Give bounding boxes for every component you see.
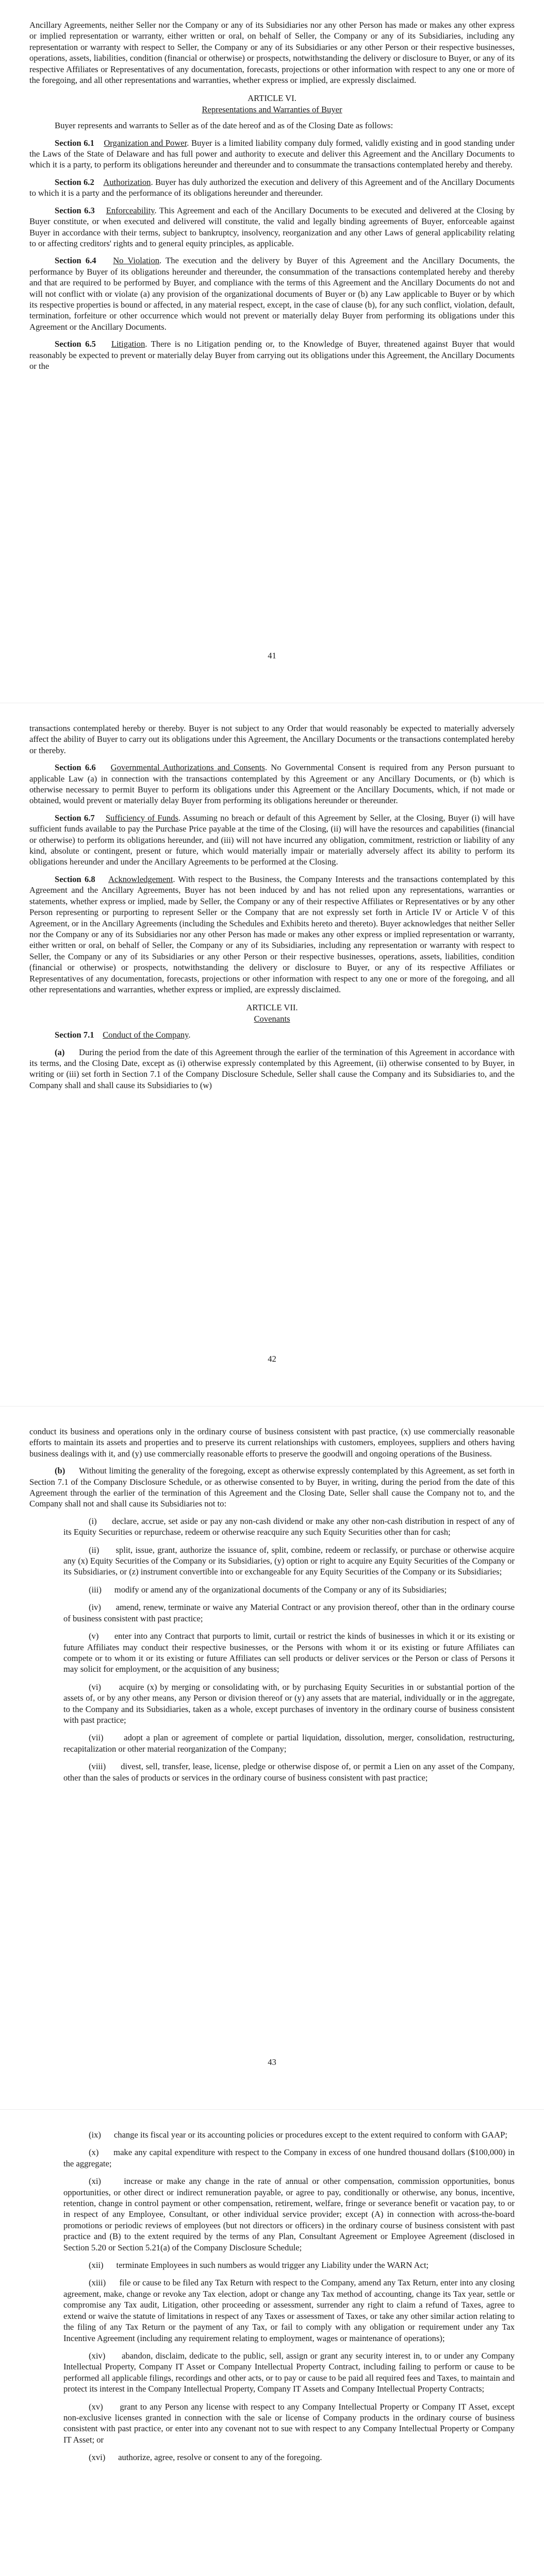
subclause-paragraph bbox=[29, 1761, 515, 1783]
page-number: 42 bbox=[268, 1354, 276, 1364]
clause-text: split, issue, grant, authorize the issuance of, split, combine, redeem or reclassify, or purchase or otherwise acquire any (x) Equity Securities of the Company or its Subsidiaries, (y) option or right to acquire any Equity Securities of the Company or its Subsidiaries, or (z) instrument convertible into or exchangeable for any Equity Securities of the Company or its Subsidiaries; bbox=[63, 1545, 515, 1577]
subclause-paragraph bbox=[29, 1584, 515, 1595]
section-number: Section 6.8 bbox=[55, 874, 95, 884]
clause-label: (i) bbox=[89, 1516, 97, 1526]
body-paragraph: transactions contemplated hereby or thereby. Buyer is not subject to any Order that would reasonably be expected to materially adversely affect the ability of Buyer to carry out its obligations under this Agreement, the Ancillary Documents or the transactions contemplated hereby or thereby. bbox=[29, 723, 515, 755]
clause-text: make any capital expenditure with respect to the Company in excess of one hundred thousand dollars ($100,000) in the aggregate; bbox=[63, 2147, 515, 2168]
section-number: Section 6.3 bbox=[55, 205, 95, 215]
section-text: . bbox=[188, 1030, 191, 1040]
clause-text: authorize, agree, resolve or consent to any of the foregoing. bbox=[118, 2452, 322, 2463]
subclause-paragraph bbox=[29, 2129, 515, 2140]
section-number: Section 6.7 bbox=[55, 812, 95, 823]
section-number: Section 6.6 bbox=[55, 762, 96, 773]
section-title: Sufficiency of Funds bbox=[105, 812, 179, 823]
section-paragraph bbox=[29, 255, 515, 332]
clause-paragraph bbox=[29, 1465, 515, 1510]
clause-text: terminate Employees in such numbers as would trigger any Liability under the WARN Act; bbox=[116, 2260, 429, 2270]
section-number: Section 7.1 bbox=[55, 1030, 94, 1040]
article-number: ARTICLE VII. bbox=[246, 1003, 298, 1013]
subclause-paragraph bbox=[29, 2452, 515, 2463]
subclause-paragraph bbox=[29, 1682, 515, 1726]
clause-text: divest, sell, transfer, lease, license, pledge or otherwise dispose of, or permit a Lien on any asset of the Company, other than the sales of products or services in the ordinary course of business consistent with past practice; bbox=[63, 1761, 515, 1783]
clause-text: amend, renew, terminate or waive any Material Contract or any provision thereof, other than in the ordinary course of business consistent with past practice; bbox=[63, 1602, 515, 1623]
clause-label: (ii) bbox=[89, 1545, 100, 1555]
clause-label: (v) bbox=[89, 1631, 99, 1641]
section-paragraph bbox=[29, 338, 515, 371]
subclause-paragraph bbox=[29, 2277, 515, 2343]
clause-label: (xii) bbox=[89, 2260, 104, 2270]
clause-text: file or cause to be filed any Tax Return with respect to the Company, amend any Tax Return, enter into any closing agreement, make, change or revoke any Tax election, adopt or change any Tax method of accounting, change its Tax year, settle or compromise any Tax audit, Litigation, other proceeding or assessment, surrender any right to claim a refund of Taxes, agree to extend or waive the statute of limitations in respect of any Taxes or assessment of Taxes, or take any other similar action relating to the filing of any Tax Return or the payment of any Tax, or fail to comply with any obligation or requirement under any Tax Incentive Agreement (including any requirement relating to employment, wages or maintenance of operations); bbox=[63, 2278, 515, 2343]
section-text: . This Agreement and each of the Ancillary Documents to be executed and delivered at the Closing by Buyer constitute, or when executed and delivered will constitute, the valid and legally binding agreements of Buyer, enforceable against Buyer in accordance with their terms, subject to bankruptcy, insolvency, reorganization and any other Laws of general applicability relating to or affecting creditors' rights and to general equity principles, as applicable. bbox=[29, 205, 515, 248]
section-title: Governmental Authorizations and Consents bbox=[110, 762, 265, 773]
section-text: . Buyer has duly authorized the execution and delivery of this Agreement and of the Ancillary Documents to which it is a party and the performance of its obligations hereunder and thereunder. bbox=[29, 177, 515, 198]
subclause-paragraph bbox=[29, 1545, 515, 1578]
subclause-paragraph bbox=[29, 2147, 515, 2169]
section-title: Enforceability bbox=[106, 205, 155, 215]
clause-label: (iv) bbox=[89, 1602, 101, 1613]
clause-text: adopt a plan or agreement of complete or partial liquidation, dissolution, merger, consolidation, restructuring, recapitalization or other material reorganization of the Company; bbox=[63, 1733, 515, 1754]
subclause-paragraph bbox=[29, 1602, 515, 1624]
subclause-paragraph bbox=[29, 1732, 515, 1754]
clause-label: (viii) bbox=[89, 1761, 106, 1772]
body-paragraph: Buyer represents and warrants to Seller as of the date hereof and as of the Closing Date as follows: bbox=[55, 121, 393, 131]
section-text: . Assuming no breach or default of this Agreement by Seller, at the Closing, Buyer (i) will have sufficient funds available to pay the Purchase Price payable at the time of the Closing, (ii) will have the resources and capabilities (financial or otherwise) to perform its obligations hereunder, and (iii) will not have incurred any obligation, commitment, restriction or liability of any kind, absolute or contingent, present or future, which would materially impair or materially adversely affect its ability to perform its obligations hereunder and under the Ancillary Agreements to be performed at the Closing. bbox=[29, 812, 515, 867]
section-paragraph bbox=[29, 1029, 515, 1040]
body-paragraph: conduct its business and operations only in the ordinary course of business consistent with past practice, (x) use commercially reasonable efforts to maintain its assets and properties and to preserve its current relationships with customers, employees, suppliers and others having business dealings with it, and (y) use commercially reasonable efforts to preserve the goodwill and ongoing operations of the Business. bbox=[29, 1427, 515, 1459]
section-title: Organization and Power bbox=[104, 138, 187, 148]
page-body bbox=[29, 723, 515, 1097]
clause-label: (xiv) bbox=[89, 2350, 106, 2361]
section-number: Section 6.4 bbox=[55, 256, 96, 266]
section-title: Authorization bbox=[103, 177, 151, 187]
clause-text: acquire (x) by merging or consolidating with, or by purchasing Equity Securities in or substantial portion of the assets of, or by any other means, any Person or division thereof or (y) any assets that are material, individually or in the aggregate, to the Company and its Subsidiaries, taken as a whole, except purchases of inventory in the ordinary course of business consistent with past practice; bbox=[63, 1682, 515, 1725]
clause-label: (iii) bbox=[89, 1584, 102, 1595]
clause-label: (x) bbox=[89, 2147, 99, 2158]
clause-label: (b) bbox=[55, 1466, 65, 1476]
clause-text: abandon, disclaim, dedicate to the public, sell, assign or grant any security interest in, to or under any Company Intellectual Property, Company IT Asset or Company Intellectual Property Contract, including failing to perform or cause to be performed all applicable filings, recordings and other acts, or to pay or cause to be paid all required fees and Taxes, to maintain and protect its interest in the Company Intellectual Property, Company IT Assets and Company Intellectual Property Contracts; bbox=[63, 2350, 515, 2394]
article-number: ARTICLE VI. bbox=[248, 93, 296, 104]
article-heading bbox=[29, 93, 515, 115]
section-title: No Violation bbox=[113, 256, 160, 266]
clause-text: modify or amend any of the organizational documents of the Company or any of its Subsidiaries; bbox=[114, 1584, 447, 1595]
page bbox=[0, 1406, 544, 2110]
section-text: . No Governmental Consent is required from any Person pursuant to applicable Law (a) in connection with the transactions contemplated by this Agreement or any Ancillary Documents, or (b) which is otherwise necessary to permit Buyer to perform its obligations under this Agreement or the Ancillary Documents, which, if not made or obtained, would prevent or materially delay Buyer from performing its obligations hereunder or thereunder. bbox=[29, 762, 515, 806]
article-title: Representations and Warranties of Buyer bbox=[202, 104, 342, 114]
subclause-paragraph bbox=[29, 2350, 515, 2395]
section-text: . With respect to the Business, the Company Interests and the transactions contemplated by this Agreement and the Ancillary Agreements, Buyer has not been induced by and has not relied upon any representations, warranties or statements, whether express or implied, made by Seller, the Company or any of their respective Affiliates or Representatives or by any other Person representing or purporting to represent Seller or the Company that are not expressly set forth in Article IV or Article V of this Agreement, or in the Ancillary Agreements (including the Schedules and Exhibits hereto and thereto). Buyer acknowledges that neither Seller nor the Company or any of its Subsidiaries nor any other Person has made or makes any other express or implied representation or warranty, either written or oral, on behalf of Seller, the Company or any of its Subsidiaries, including any representation or warranty with respect to Seller, the Company or any of its Subsidiaries or any other Person or their respective businesses, operations, assets, liabilities, condition (financial or otherwise) or prospects, notwithstanding the delivery or disclosure to Buyer, or any of its respective Affiliates or Representatives of any documentation, forecasts, projections or other information with respect to any one or more of the foregoing, and all other representations and warranties, whether express or implied, are expressly disclaimed. bbox=[29, 874, 515, 994]
clause-label: (xi) bbox=[89, 2176, 101, 2187]
clause-label: (ix) bbox=[89, 2130, 101, 2140]
page-body bbox=[29, 20, 515, 378]
clause-label: (vi) bbox=[89, 1682, 101, 1692]
section-paragraph bbox=[29, 177, 515, 199]
section-paragraph bbox=[29, 762, 515, 806]
section-title: Conduct of the Company bbox=[103, 1030, 189, 1040]
clause-paragraph bbox=[29, 1047, 515, 1091]
clause-text: increase or make any change in the rate of annual or other compensation, commission opportunities, bonus opportunities, or other direct or indirect remuneration payable, or agree to pay, conditionally or otherwise, any bonus, incentive, retention, change in control payment or other compensation, retirement, welfare, fringe or severance benefit or vacation pay, to or in respect of any Employee, Consultant, or other individual service provider; except (A) in connection with across-the-board promotions or periodic reviews of employees (but not directors or officers) in the ordinary course of business consistent with past practice and (B) to the extent required by the terms of any Plan, Consultant Agreement or Employee Agreement (disclosed in Section 5.20 or Section 5.21(a) of the Company Disclosure Schedule; bbox=[63, 2176, 515, 2252]
subclause-paragraph bbox=[29, 2260, 515, 2270]
section-number: Section 6.5 bbox=[55, 339, 96, 349]
section-paragraph bbox=[29, 205, 515, 249]
section-text: . There is no Litigation pending or, to the Knowledge of Buyer, threatened against Buyer that would reasonably be expected to prevent or materially delay Buyer from carrying out its obligations under this Agreement, the Ancillary Documents or the bbox=[29, 339, 515, 371]
section-paragraph bbox=[29, 812, 515, 868]
section-title: Litigation bbox=[111, 339, 145, 349]
clause-text: declare, accrue, set aside or pay any non-cash dividend or make any other non-cash distribution in respect of any of its Equity Securities or repurchase, redeem or otherwise reacquire any such Equity Securities other than for cash; bbox=[63, 1516, 515, 1537]
subclause-paragraph bbox=[29, 1631, 515, 1675]
page-body bbox=[29, 2129, 515, 2470]
clause-text: enter into any Contract that purports to limit, curtail or restrict the kinds of businesses in which it or its existing or future Affiliates may conduct their respective businesses, or the Persons with whom it or its existing or future Affiliates can compete or to whom it or its existing or future Affiliates can sell products or deliver services or the Person or class of Persons it may solicit for employment, or the acquisition of any business; bbox=[63, 1631, 515, 1674]
clause-text: During the period from the date of this Agreement through the earlier of the termination of this Agreement in accordance with its terms, and the Closing Date, except as (i) otherwise expressly contemplated by this Agreement, (ii) otherwise consented to by Buyer, in writing or (iii) set forth in Section 7.1 of the Company Disclosure Schedule, Seller shall cause the Company and its Subsidiaries to, and the Company shall and shall cause its Subsidiaries to (w) bbox=[29, 1047, 515, 1090]
clause-label: (a) bbox=[55, 1047, 65, 1057]
section-text: . The execution and the delivery by Buyer of this Agreement and the Ancillary Documents, the performance by Buyer of its obligations hereunder and thereunder, the consummation of the transactions contemplated hereby and thereby and that are required to be performed by Buyer, and compliance with the terms of this Agreement and the Ancillary Documents do not and will not conflict with or violate (a) any provision of the organizational documents of Buyer or (b) any Law applicable to Buyer or by which its respective properties is bound or affected, in any material respect, except, in the case of clause (b), for any such conflict, violation, default, termination, forfeiture or other occurrence which would not prevent or materially delay Buyer from performing its obligations under this Agreement or the Ancillary Documents. bbox=[29, 256, 515, 332]
subclause-paragraph bbox=[29, 2176, 515, 2253]
page bbox=[0, 703, 544, 1406]
section-text: . Buyer is a limited liability company duly formed, validly existing and in good standing under the Laws of the State of Delaware and has full power and authority to execute and deliver this Agreement and the Ancillary Documents to which it is a party, to perform its obligations hereunder and thereunder and to consummate the transactions contemplated hereby and thereby. bbox=[29, 138, 515, 170]
body-paragraph: Ancillary Agreements, neither Seller nor the Company or any of its Subsidiaries nor any other Person has made or makes any other express or implied representation or warranty, either written or oral, on behalf of Seller, the Company or any of its Subsidiaries, including any representation or warranty with respect to Seller, the Company or any of its Subsidiaries or any other Person or their respective businesses, operations, assets, liabilities, condition (financial or otherwise) or prospects, notwithstanding the delivery or disclosure to Buyer, or any of its respective Affiliates or Representatives of any documentation, forecasts, projections or other information with respect to any one or more of the foregoing, and all other representations and warranties, whether express or implied, are expressly disclaimed. bbox=[29, 20, 515, 86]
page-body bbox=[29, 1426, 515, 1790]
page bbox=[0, 0, 544, 703]
section-paragraph bbox=[29, 138, 515, 171]
page bbox=[0, 2110, 544, 2576]
section-number: Section 6.1 bbox=[55, 138, 94, 148]
article-heading bbox=[29, 1002, 515, 1024]
section-number: Section 6.2 bbox=[55, 177, 94, 187]
page-number: 41 bbox=[268, 651, 276, 660]
clause-label: (xvi) bbox=[89, 2452, 106, 2463]
subclause-paragraph bbox=[29, 1516, 515, 1538]
section-paragraph bbox=[29, 874, 515, 995]
page-number: 43 bbox=[268, 2057, 276, 2067]
article-title: Covenants bbox=[254, 1013, 290, 1024]
section-title: Acknowledgement bbox=[108, 874, 173, 884]
clause-label: (xv) bbox=[89, 2401, 103, 2412]
clause-text: grant to any Person any license with respect to any Company Intellectual Property or Company IT Asset, except non-exclusive licenses granted in connection with the sale or license of Company products in the ordinary course of business consistent with past practice, or enter into any covenant not to sue with respect to any Company Intellectual Property or Company IT Asset; or bbox=[63, 2401, 515, 2445]
subclause-paragraph bbox=[29, 2401, 515, 2446]
clause-text: Without limiting the generality of the foregoing, except as otherwise expressly contemplated by this Agreement, as set forth in Section 7.1 of the Company Disclosure Schedule, or as otherwise consented to by Buyer, in writing, during the period from the date of this Agreement through the earlier of the termination of this Agreement and the Closing Date, Seller shall cause the Company not to, and the Company shall not and shall cause its Subsidiaries not to: bbox=[29, 1466, 515, 1509]
clause-label: (vii) bbox=[89, 1733, 104, 1743]
clause-label: (xiii) bbox=[89, 2278, 106, 2288]
clause-text: change its fiscal year or its accounting policies or procedures except to the extent required to conform with GAAP; bbox=[113, 2130, 507, 2140]
